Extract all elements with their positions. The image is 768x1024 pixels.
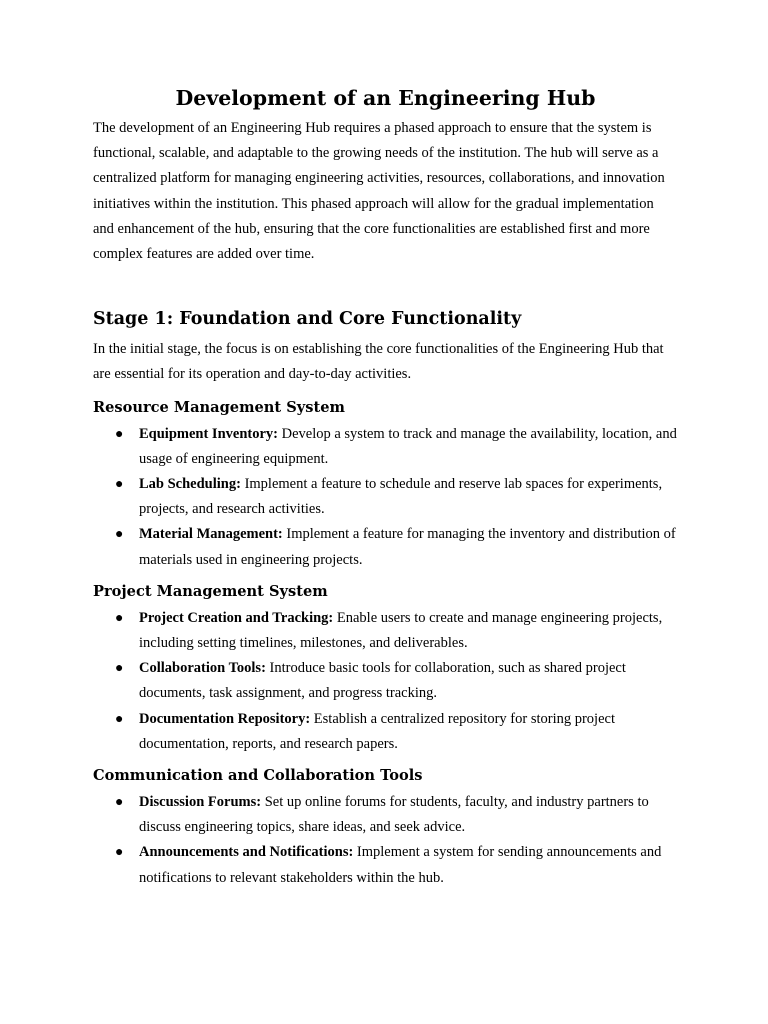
- bullet-icon: ●: [115, 845, 124, 861]
- item-term: Lab Scheduling:: [139, 476, 241, 493]
- item-text: Establish a centralized repository for storing project documentation, reports, and research papers.: [139, 710, 615, 752]
- list-item: [93, 707, 678, 757]
- section-heading-project-management: Project Management System: [93, 582, 328, 600]
- bullet-icon: ●: [115, 795, 124, 811]
- item-term: Collaboration Tools:: [139, 660, 266, 677]
- bullet-icon: ●: [115, 477, 124, 493]
- stage-1-heading: Stage 1: Foundation and Core Functionality: [93, 309, 522, 330]
- project-management-list: [93, 606, 678, 757]
- section-heading-communication-collaboration: Communication and Collaboration Tools: [93, 767, 423, 785]
- bullet-icon: ●: [115, 610, 124, 626]
- list-item: [93, 840, 678, 890]
- list-item: [93, 656, 678, 706]
- list-item: [93, 606, 678, 656]
- item-term: Project Creation and Tracking:: [139, 609, 334, 626]
- item-text: Implement a system for sending announcements and notifications to relevant stakeholders within the hub.: [139, 844, 662, 886]
- item-term: Equipment Inventory:: [139, 425, 278, 442]
- item-text: Implement a feature for managing the inventory and distribution of materials used in engineering projects.: [139, 526, 676, 568]
- item-text: Set up online forums for students, faculty, and industry partners to discuss engineering topics, share ideas, and seek advice.: [139, 794, 649, 836]
- list-item: [93, 790, 678, 840]
- item-term: Material Management:: [139, 526, 283, 543]
- document-title: Development of an Engineering Hub: [175, 86, 596, 110]
- item-term: Discussion Forums:: [139, 794, 262, 811]
- item-term: Documentation Repository:: [139, 710, 311, 727]
- communication-collaboration-list: [93, 790, 678, 891]
- list-item: [93, 472, 678, 522]
- bullet-icon: ●: [115, 711, 124, 727]
- item-text: Introduce basic tools for collaboration, such as shared project documents, task assignment, and progress tracking.: [139, 660, 626, 702]
- document-page: [93, 84, 678, 891]
- item-term: Announcements and Notifications:: [139, 844, 354, 861]
- item-text: Implement a feature to schedule and reserve lab spaces for experiments, projects, and research activities.: [139, 476, 663, 518]
- stage-1-intro: In the initial stage, the focus is on establishing the core functionalities of the Engineering Hub that are essential for its operation and day-to-day activities.: [93, 341, 664, 383]
- item-text: Enable users to create and manage engineering projects, including setting timelines, milestones, and deliverables.: [139, 609, 663, 652]
- list-item: [93, 422, 678, 472]
- bullet-icon: ●: [115, 661, 124, 677]
- item-text: Develop a system to track and manage the availability, location, and usage of engineering equipment.: [139, 425, 677, 467]
- intro-paragraph: The development of an Engineering Hub requires a phased approach to ensure that the system is functional, scalable, and adaptable to the growing needs of the institution. The hub will serve as a centralized platform for managing engineering activities, resources, collaborations, and innovation initiatives within the institution. This phased approach will allow for the gradual implementation and enhancement of the hub, ensuring that the core functionalities are established first and more complex features are added over time.: [93, 120, 665, 263]
- resource-management-list: [93, 422, 678, 573]
- bullet-icon: ●: [115, 527, 124, 543]
- section-heading-resource-management: Resource Management System: [93, 398, 345, 416]
- bullet-icon: ●: [115, 426, 124, 442]
- list-item: [93, 522, 678, 572]
